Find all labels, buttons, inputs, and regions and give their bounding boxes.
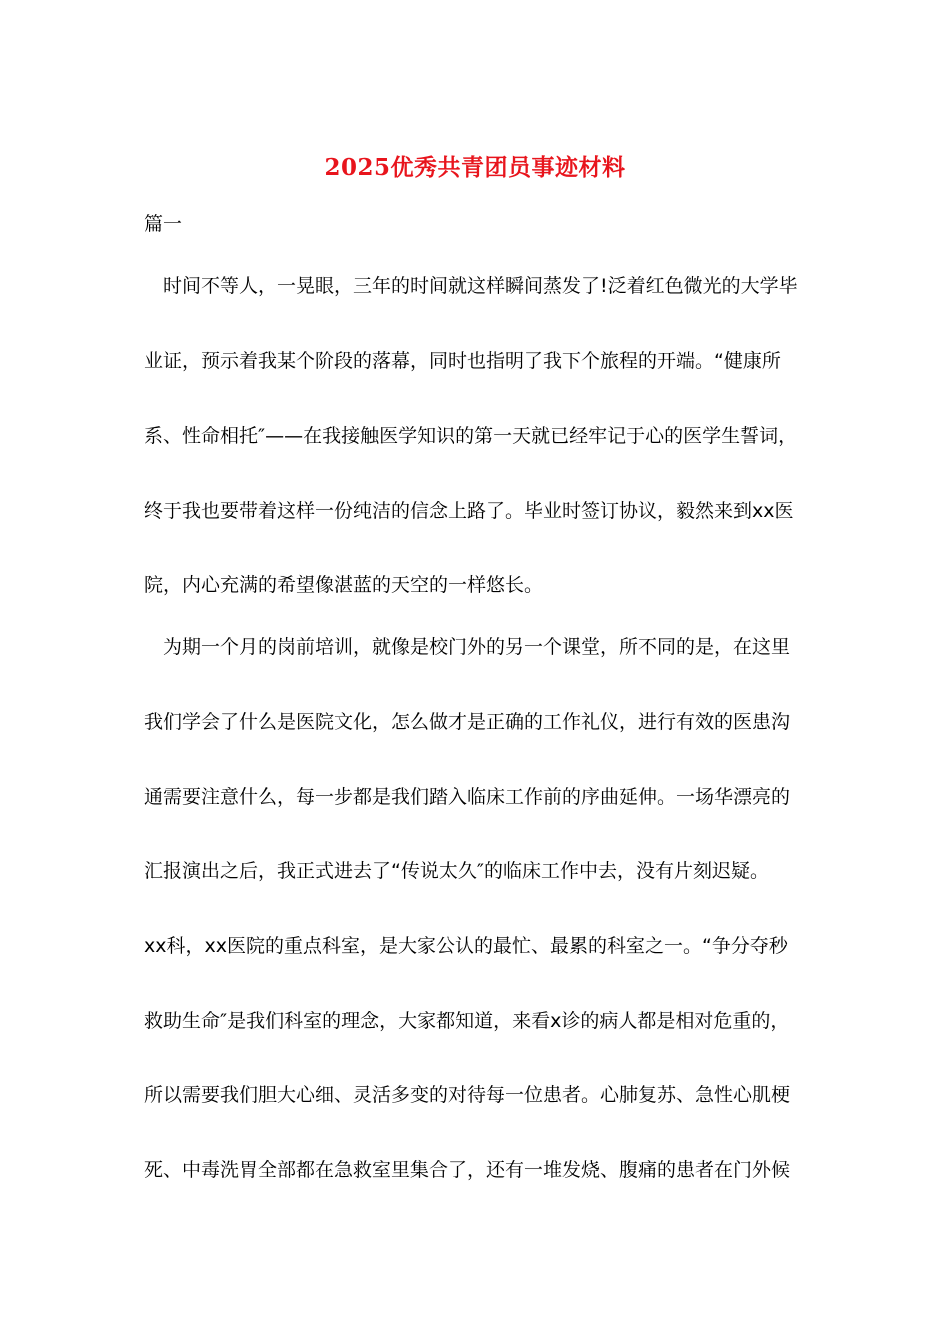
paragraph-line: 救助生命″是我们科室的理念，大家都知道，来看x诊的病人都是相对危重的， [144,1010,790,1032]
paragraph-line: 我们学会了什么是医院文化，怎么做才是正确的工作礼仪，进行有效的医患沟 [144,711,791,733]
paragraph-line: 死、中毒洗胃全部都在急救室里集合了，还有一堆发烧、腹痛的患者在门外候 [144,1159,791,1181]
paragraph-line: 所以需要我们胆大心细、灵活多变的对待每一位患者。心肺复苏、急性心肌梗 [144,1084,791,1106]
paragraph-line: 业证，预示着我某个阶段的落幕，同时也指明了我下个旅程的开端。“健康所 [144,350,781,372]
section-heading: 篇一 [144,213,183,235]
paragraph-line: 终于我也要带着这样一份纯洁的信念上路了。毕业时签订协议，毅然来到xx医 [144,500,794,522]
document-title: 2025优秀共青团员事迹材料 [324,154,626,181]
paragraph-line: xx科，xx医院的重点科室，是大家公认的最忙、最累的科室之一。“争分夺秒 [144,935,788,957]
paragraph-line: 汇报演出之后，我正式进去了“传说太久″的临床工作中去，没有片刻迟疑。 [144,860,769,882]
paragraph-line: 通需要注意什么，每一步都是我们踏入临床工作前的序曲延伸。一场华漂亮的 [144,786,791,808]
paragraph-line: 院，内心充满的希望像湛蓝的天空的一样悠长。 [144,574,544,596]
paragraph-line: 系、性命相托″——在我接触医学知识的第一天就已经牢记于心的医学生誓词， [144,425,798,447]
paragraph-line: 为期一个月的岗前培训，就像是校门外的另一个课堂，所不同的是，在这里 [163,636,791,658]
paragraph-line: 时间不等人，一晃眼，三年的时间就这样瞬间蒸发了!泛着红色微光的大学毕 [163,275,798,297]
